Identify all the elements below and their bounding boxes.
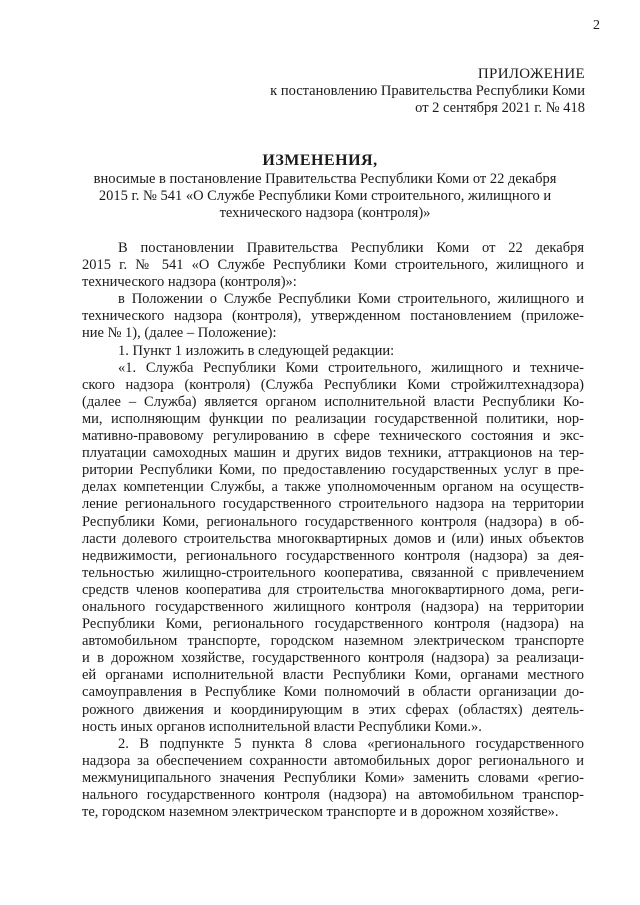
body-line: В постановлении Правительства Республики Коми от 22 декабря	[118, 240, 584, 256]
body-line: ление регионального государственного строительного надзора на территории	[82, 496, 584, 513]
subtitle-line: вносимые в постановление Правительства Республики Коми от 22 декабря	[93, 171, 557, 187]
body-line: и в дорожном хозяйстве, государственного контроля (надзора) за реализаци-	[82, 650, 584, 667]
body-line: ского надзора (контроля) (Служба Республики Коми стройжилтехнадзора)	[82, 376, 584, 393]
body-line: рожного движения и координирующим в этих сферах (областях) деятель-	[82, 701, 584, 718]
body-line: технического надзора (контроля), утвержденном постановлением (приложе-	[82, 308, 584, 325]
body-line: автомобильном транспорте, городском наземном электрическом транспорте	[82, 633, 584, 650]
appendix-header	[270, 66, 585, 117]
body-line: в Положении о Службе Республики Коми строительного, жилищного и	[118, 291, 584, 308]
body-line: средств членов кооператива для строительства многоквартирного дома, реги-	[82, 581, 584, 598]
body-line: тельностью жилищно-строительного кооператива, связанной с привлечением	[82, 564, 584, 581]
body-line: ритории Республики Коми, по предоставлению государственных услуг в пре-	[82, 462, 584, 479]
body-line: 1. Пункт 1 изложить в следующей редакции:	[118, 342, 395, 359]
body-line: «1. Служба Республики Коми строительного, жилищного и техниче-	[118, 359, 584, 376]
document-title: ИЗМЕНЕНИЯ,	[262, 152, 378, 169]
body-line: нального государственного контроля (надзора) на автомобильном транспор-	[82, 787, 584, 803]
body-line: (далее – Служба) является органом исполнительной власти Республики Ко-	[82, 393, 584, 410]
body-line: плуатации самоходных машин и других видов техники, аттракционов на тер-	[82, 445, 584, 462]
document-body	[82, 240, 584, 821]
body-line: межмуниципального значения Республики Коми» заменить словами «регио-	[82, 769, 584, 786]
page-number: 2	[593, 18, 600, 33]
body-line: ласти долевого строительства многоквартирных домов и (или) иных объектов	[82, 530, 584, 547]
body-line: Республики Коми, регионального государственного контроля (надзора) в об-	[82, 513, 584, 530]
subtitle-line: 2015 г. № 541 «О Службе Республики Коми строительного, жилищного и	[98, 188, 552, 204]
body-line: надзора за обеспечением сохранности автомобильных дорог регионального и	[82, 752, 584, 769]
subtitle-line: технического надзора (контроля)»	[219, 205, 431, 221]
body-line: технического надзора (контроля)»:	[82, 274, 297, 291]
body-line: ей органами исполнительной власти Республики Коми, органами местного	[82, 667, 584, 684]
document-subtitle	[90, 171, 560, 222]
body-line: Республики Коми, регионального государственного контроля (надзора) на	[82, 616, 584, 633]
body-line: ми, исполняющим функции по реализации государственной политики, нор-	[82, 410, 584, 427]
body-line: недвижимости, регионального государственного контроля (надзора) за дея-	[82, 547, 584, 564]
appendix-decree-line: к постановлению Правительства Республики Коми	[270, 83, 585, 99]
body-line: мативно-правовому регулированию в сфере технического состояния и экс-	[82, 428, 584, 445]
body-line: самоуправления в Республике Коми полномочий в области организации до-	[82, 684, 584, 701]
appendix-heading: ПРИЛОЖЕНИЕ	[477, 66, 585, 82]
body-line: 2015 г. № 541 «О Службе Республики Коми строительного, жилищного и	[82, 257, 584, 274]
body-line: делах компетенции Службы, а также уполномоченным органом на осуществ-	[82, 479, 584, 496]
body-line: ность иных органов исполнительной власти Республики Коми.».	[82, 718, 482, 735]
appendix-date-line: от 2 сентября 2021 г. № 418	[415, 100, 585, 116]
body-line: те, городском наземном электрическом транспорте и в дорожном хозяйстве».	[82, 804, 559, 821]
body-line: онального государственного жилищного контроля (надзора) на территории	[82, 598, 584, 615]
body-line: ние № 1), (далее – Положение):	[82, 325, 277, 342]
body-line: 2. В подпункте 5 пункта 8 слова «регионального государственного	[118, 735, 584, 752]
